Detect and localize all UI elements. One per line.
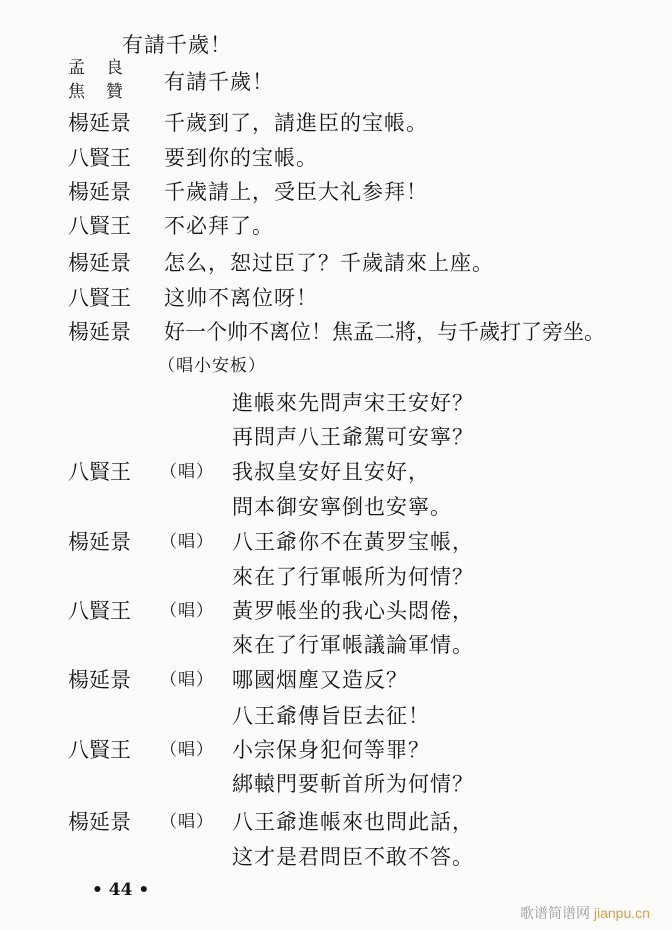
speaker-name: 焦 贊: [68, 82, 125, 102]
watermark-cn: 歌谱简谱网: [520, 905, 590, 921]
sung-text: 八王爺你不在黃罗宝帳，: [232, 530, 474, 554]
sung-text: 黃罗帳坐的我心头悶倦，: [232, 599, 474, 623]
watermark-url: jianpu.cn: [593, 905, 650, 921]
sung-text: 來在了行軍帳議論軍情。: [232, 633, 474, 657]
dialogue-text: 有請千歲！: [164, 70, 274, 94]
speaker-name: 楊延景: [68, 320, 131, 344]
speaker-name: 八賢王: [68, 599, 131, 623]
sing-marker: （唱）: [160, 670, 214, 690]
sung-text: 進帳來先問声宋王安好？: [232, 391, 474, 415]
dialogue-text: 千歲請上，受臣大礼参拜！: [164, 180, 428, 204]
speaker-name: 楊延景: [68, 111, 131, 135]
dialogue-text: 要到你的宝帳。: [164, 146, 318, 170]
dialogue-text: 千歲到了，請進臣的宝帳。: [164, 111, 428, 135]
dialogue-text: 怎么，恕过臣了？千歲請來上座。: [164, 251, 494, 275]
speaker-name: 孟 良: [68, 58, 125, 78]
sung-text: 八王爺進帳來也問此話，: [232, 810, 474, 834]
sing-marker: （唱）: [160, 532, 214, 552]
dialogue-text: 这帅不离位呀！: [164, 286, 318, 310]
sung-text: 問本御安寧倒也安寧。: [232, 495, 452, 519]
speaker-name: 楊延景: [68, 668, 131, 692]
dialogue-text: 不必拜了。: [164, 214, 274, 238]
speaker-name: 八賢王: [68, 286, 131, 310]
sing-marker: （唱）: [160, 601, 214, 621]
speaker-name: 楊延景: [68, 530, 131, 554]
sung-text: 綁轅門要斬首所为何情？: [232, 772, 474, 796]
sing-marker: （唱）: [160, 740, 214, 760]
dialogue-text: 有請千歲！: [122, 33, 232, 57]
stage-direction: （唱小安板）: [158, 356, 266, 376]
sing-marker: （唱）: [160, 462, 214, 482]
speaker-name: 楊延景: [68, 180, 131, 204]
sung-text: 八王爺傳旨臣去征！: [232, 704, 430, 728]
sung-text: 來在了行軍帳所为何情？: [232, 565, 474, 589]
sung-text: 小宗保身犯何等罪？: [232, 738, 430, 762]
speaker-name: 楊延景: [68, 251, 131, 275]
sung-text: 哪國烟塵又造反？: [232, 668, 408, 692]
speaker-name: 楊延景: [68, 810, 131, 834]
sung-text: 这才是君問臣不敢不答。: [232, 845, 474, 869]
page-number: • 44 •: [92, 880, 150, 900]
speaker-name: 八賢王: [68, 738, 131, 762]
dialogue-text: 好一个帅不离位！焦孟二將，与千歲打了旁坐。: [164, 320, 605, 344]
speaker-name: 八賢王: [68, 146, 131, 170]
speaker-name: 八賢王: [68, 214, 131, 238]
sung-text: 再問声八王爺駕可安寧？: [232, 425, 474, 449]
watermark: [520, 903, 650, 923]
sing-marker: （唱）: [160, 812, 214, 832]
speaker-name: 八賢王: [68, 460, 131, 484]
sung-text: 我叔皇安好且安好，: [232, 460, 430, 484]
